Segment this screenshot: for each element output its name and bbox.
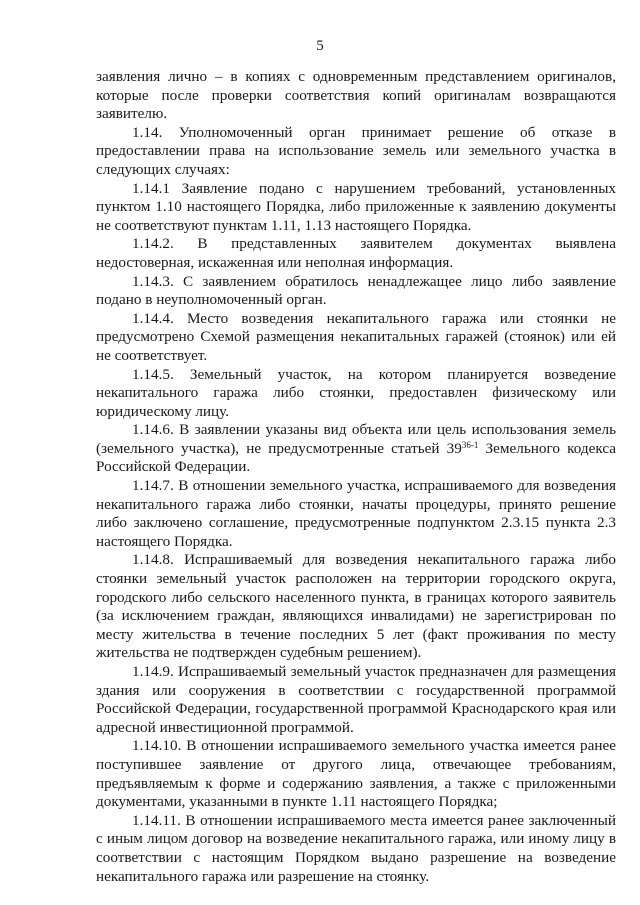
paragraph-1-14-7: 1.14.7. В отношении земельного участка, испрашиваемого для возведения некапитального гаража либо стоянки, начаты процедуры, принято решение либо заключено соглашение, предусмотренные подпунктом 2.3.15 пункта 2.3 настоящего Порядка. (96, 477, 616, 550)
paragraph-1-14-5: 1.14.5. Земельный участок, на котором планируется возведение некапитального гаража либо стоянки, предоставлен физическому или юридическому лицу. (96, 365, 616, 420)
paragraph-1-14-6 (96, 421, 616, 477)
paragraph-continuation: заявления лично – в копиях с одновременным представлением оригиналов, которые после проверки соответствия копий оригиналам возвращаются заявителю. (96, 68, 616, 123)
paragraph-1-14-2: 1.14.2. В представленных заявителем документах выявлена недостоверная, искаженная или неполная информация. (96, 235, 616, 271)
paragraph-1-14-9: 1.14.9. Испрашиваемый земельный участок предназначен для размещения здания или сооружения в соответствии с государственной программой Российской Федерации, государственной программой Краснодарского края или адресной инвестиционной программой. (96, 663, 616, 736)
document-body (96, 68, 616, 886)
paragraph-1-14-3: 1.14.3. С заявлением обратилось ненадлежащее лицо либо заявление подано в неуполномоченный орган. (96, 272, 616, 309)
article-superscript: 36-1 (461, 439, 479, 450)
paragraph-1-14-6-text-after: Земельного кодекса Российской Федерации. (96, 439, 616, 476)
paragraph-1-14-1: 1.14.1 Заявление подано с нарушением требований, установленных пунктом 1.10 настоящего Порядка, либо приложенные к заявлению документы не соответствуют пунктам 1.11, 1.13 настоящего Порядка. (96, 179, 616, 234)
page-number: 5 (316, 38, 324, 54)
paragraph-1-14-4: 1.14.4. Место возведения некапитального гаража или стоянки не предусмотрено Схемой размещения некапитальных гаражей (стоянок) или ей не соответствует. (96, 309, 616, 364)
paragraph-1-14-10: 1.14.10. В отношении испрашиваемого земельного участка имеется ранее поступившее заявление от другого лица, отвечающее требованиям, предъявляемым к форме и содержанию заявления, а также с приложенными документами, указанными в пункте 1.11 настоящего Порядка; (96, 737, 616, 811)
paragraph-1-14-11: 1.14.11. В отношении испрашиваемого места имеется ранее заключенный с иным лицом договор на возведение некапитального гаража, или иному лицу в соответствии с настоящим Порядком выдано разрешение на возведение некапитального гаража или разрешение на стоянку. (96, 811, 616, 885)
paragraph-1-14: 1.14. Уполномоченный орган принимает решение об отказе в предоставлении права на использование земель или земельного участка в следующих случаях: (96, 123, 616, 178)
paragraph-1-14-8: 1.14.8. Испрашиваемый для возведения некапитального гаража либо стоянки земельный участок расположен на территории городского округа, городского либо сельского населенного пункта, в границах которого заявитель (за исключением граждан, являющихся инвалидами) не зарегистрирован по месту жительства в течение последних 5 лет (факт проживания по месту жительства не подтвержден судебным решением). (96, 551, 616, 662)
paragraph-1-14-6-text-before: 1.14.6. В заявлении указаны вид объекта или цель использования земель (земельного участка), не предусмотренные статьей 39 (96, 421, 616, 457)
